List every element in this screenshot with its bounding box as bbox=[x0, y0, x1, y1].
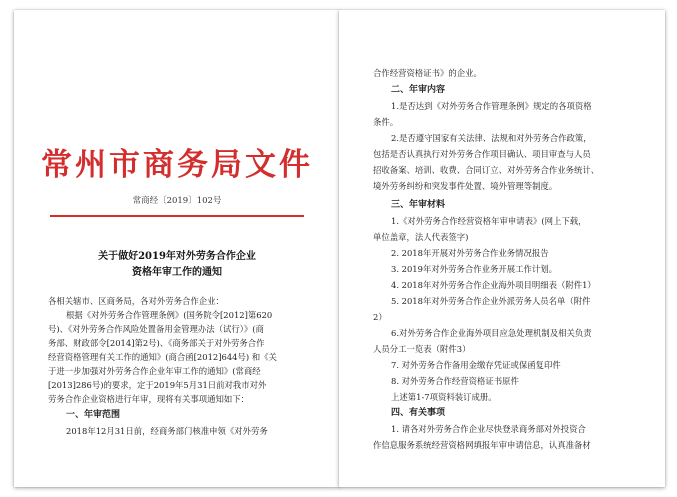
body-line: 上述第1-7项资料装订成册。 bbox=[391, 392, 497, 402]
document-page-right bbox=[339, 10, 665, 487]
section-heading: 二、年审内容 bbox=[391, 85, 446, 95]
document-page-left bbox=[14, 10, 340, 487]
body-line: [2013]286号)的要求，定于2019年5月31日前对我市对外 bbox=[48, 380, 267, 390]
body-line: 招收备案、培训、收费、合同订立、对外劳务合作业务统计、 bbox=[373, 165, 600, 175]
body-line: 1. 请各对外劳务合作企业尽快登录商务部对外投资合 bbox=[391, 424, 586, 434]
body-line: 6.对外劳务合作企业海外项目应急处理机制及相关负责 bbox=[391, 328, 592, 338]
body-line: 作信息服务系统经营资格网填报年审申请信息，认真准备材 bbox=[373, 440, 591, 450]
body-line: 根据《对外劳务合作管理条例》(国务院令[2012]第620 bbox=[66, 310, 273, 320]
body-line: 2018年12月31日前，经商务部门核准申领《对外劳务 bbox=[66, 426, 268, 436]
section-heading: 三、年审材料 bbox=[391, 200, 446, 210]
body-line: 号)、《对外劳务合作风险处置备用金管理办法（试行）》(商 bbox=[48, 324, 264, 334]
body-line: 1.是否达到《对外劳务合作管理条例》规定的各项资格 bbox=[391, 101, 592, 111]
body-line: 3. 2019年对外劳务合作业务开展工作计划。 bbox=[391, 264, 557, 274]
body-line: 劳务合作企业资格进行年审，现将有关事项通知如下： bbox=[48, 394, 249, 404]
notice-title-line-2: 资格年审工作的通知 bbox=[132, 267, 222, 278]
body-line: 2. 2018年开展对外劳务合作业务情况报告 bbox=[391, 248, 549, 258]
body-line: 单位盖章，法人代表签字) bbox=[373, 232, 469, 242]
red-header-title: 常州市商务局文件 bbox=[41, 147, 313, 183]
red-divider-line bbox=[50, 215, 304, 217]
body-line: 2） bbox=[373, 312, 387, 322]
body-line: 境外劳务纠纷和突发事件处置、境外管理等制度。 bbox=[373, 181, 558, 191]
body-line: 1.《对外劳务合作经营资格年审申请表》(网上下载， bbox=[391, 216, 587, 226]
notice-title-line-1: 关于做好2019年对外劳务合作企业 bbox=[98, 251, 256, 262]
body-line: 务部、财政部令[2014]第2号)、《商务部关于对外劳务合作 bbox=[48, 338, 265, 348]
salutation: 各相关辖市、区商务局，各对外劳务合作企业： bbox=[48, 296, 224, 306]
body-line: 人员分工一览表（附件3） bbox=[373, 344, 471, 354]
body-line: 条件。 bbox=[373, 117, 399, 127]
body-line: 包括是否认真执行对外劳务合作项目确认、项目审查与人员 bbox=[373, 149, 591, 159]
section-heading: 四、有关事项 bbox=[391, 408, 446, 418]
body-line: 4. 2018年对外劳务合作企业海外项目明细表（附件1） bbox=[391, 280, 596, 290]
body-line: 7. 对外劳务合作备用金缴存凭证或保函复印件 bbox=[391, 360, 561, 370]
body-line: 合作经营资格证书》的企业。 bbox=[373, 68, 482, 78]
body-line: 于进一步加强对外劳务合作企业年审工作的通知》(常商经 bbox=[48, 366, 261, 376]
body-line: 2.是否遵守国家有关法律、法规和对外劳务合作政策， bbox=[391, 133, 592, 143]
body-line: 经营资格管理有关工作的通知》(商合函[2012]644号) 和《关 bbox=[48, 352, 277, 362]
body-line: 5. 2018年对外劳务合作企业外派劳务人员名单（附件 bbox=[391, 296, 591, 306]
section-heading: 一、年审范围 bbox=[66, 410, 121, 420]
document-number: 常商经〔2019〕102号 bbox=[132, 196, 222, 206]
body-line: 8. 对外劳务合作经营资格证书原件 bbox=[391, 376, 519, 386]
